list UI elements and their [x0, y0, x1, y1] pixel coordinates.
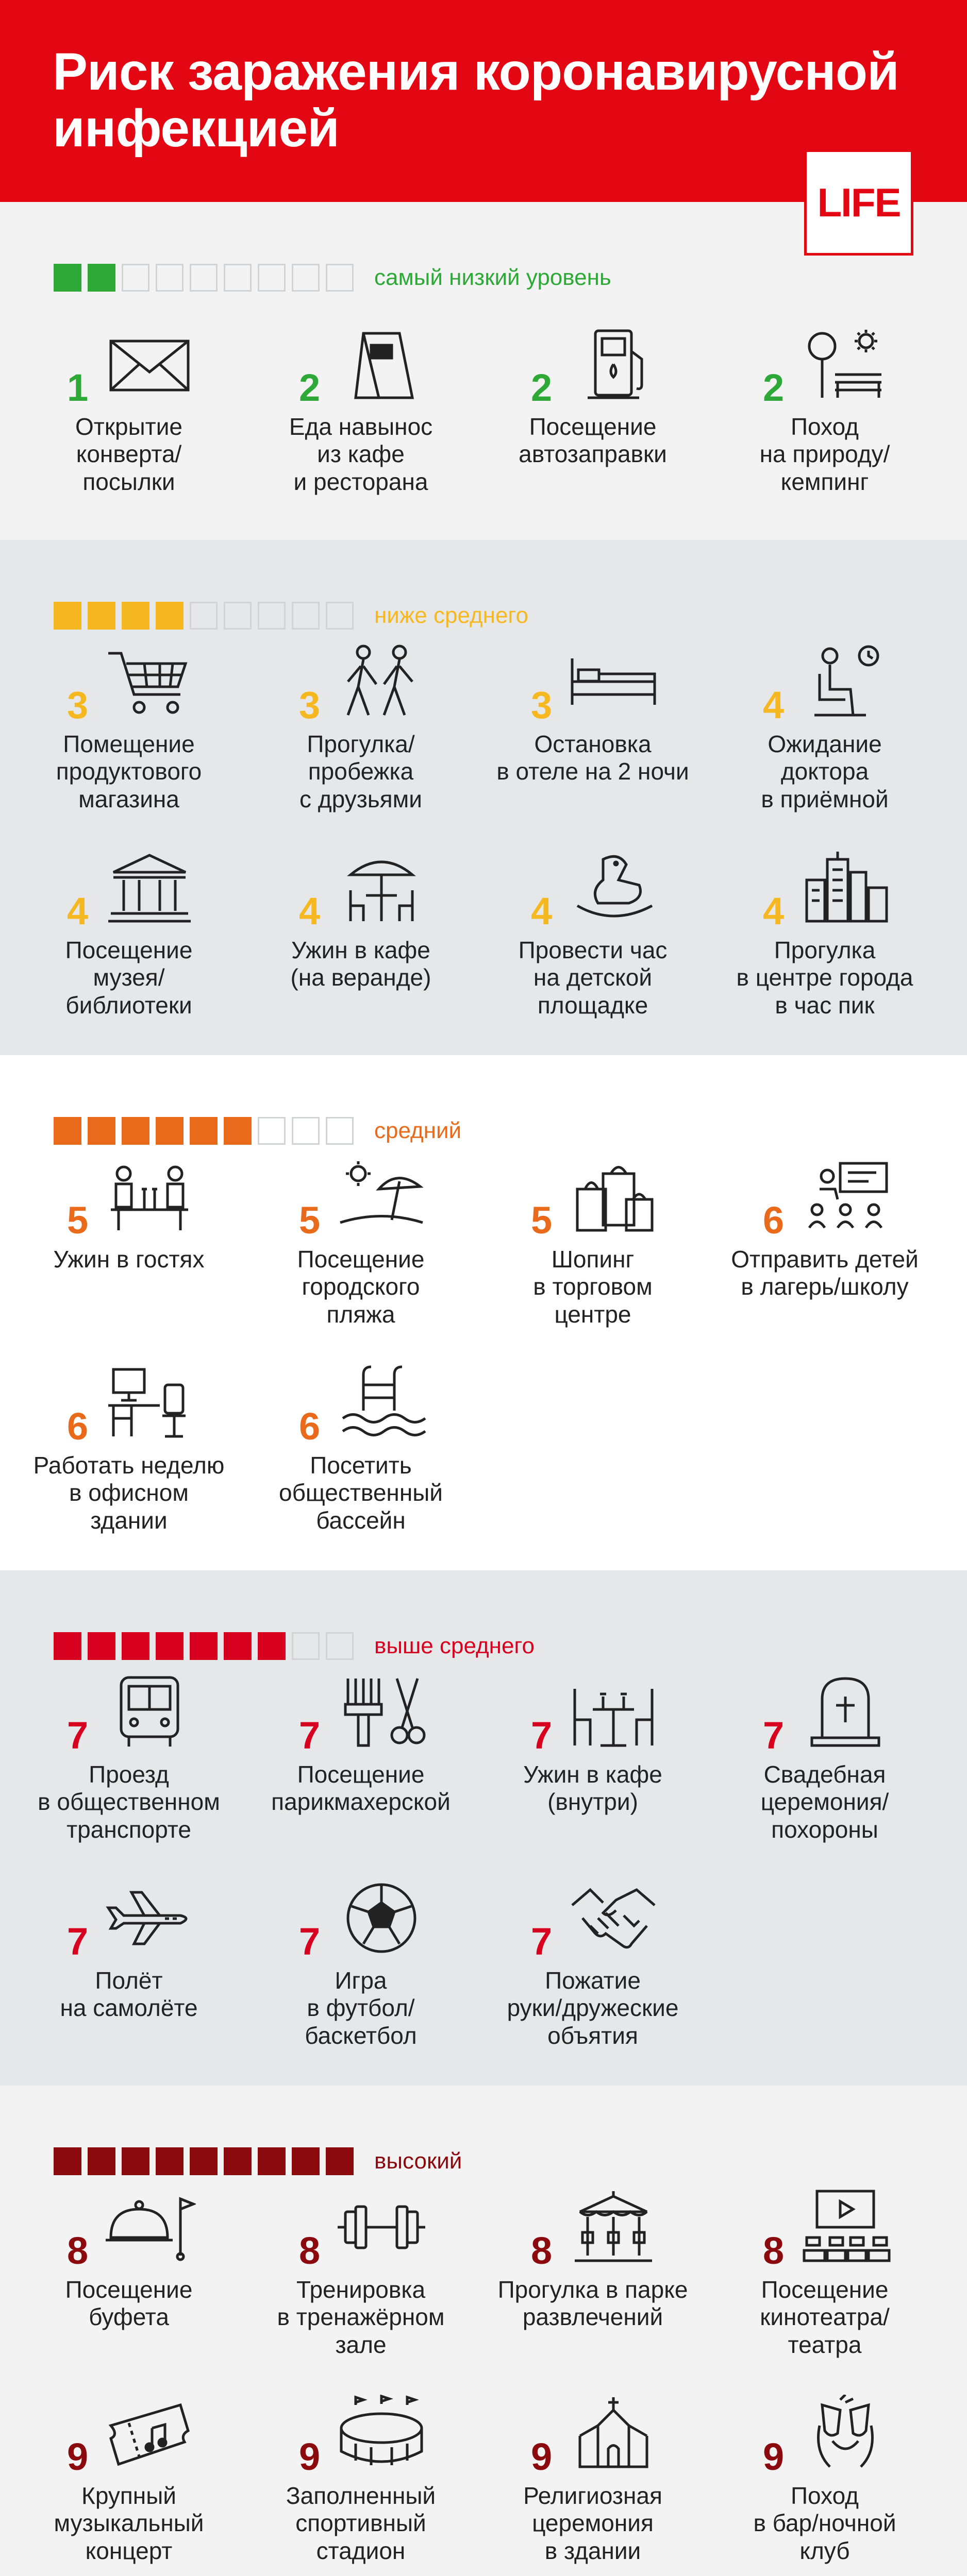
- classroom-icon: [799, 1158, 892, 1235]
- scale-square: [326, 602, 354, 630]
- risk-number: 7: [531, 1714, 553, 1757]
- activity-item: [479, 1158, 706, 1354]
- risk-number: 4: [531, 890, 553, 933]
- activity-item: [247, 1364, 474, 1560]
- activity-item: [479, 2189, 706, 2384]
- risk-number: 7: [67, 1920, 89, 1963]
- risk-number: 7: [67, 1714, 89, 1757]
- activity-label: Посещение автозаправки: [519, 413, 667, 468]
- dumbbell-icon: [335, 2189, 428, 2266]
- office-desk-icon: [103, 1364, 196, 1442]
- risk-number: 4: [763, 684, 785, 726]
- activity-item: [711, 2395, 938, 2576]
- risk-number: 9: [299, 2435, 321, 2478]
- activity-label: Помещение продуктового магазина: [56, 731, 202, 812]
- risk-number: 2: [299, 366, 321, 409]
- section-below-average: [0, 540, 967, 1055]
- scale-square: [54, 2147, 81, 2175]
- page-title: Риск заражения коронавирусной инфекцией: [53, 42, 899, 158]
- risk-number: 6: [763, 1199, 785, 1242]
- scale-square: [292, 264, 320, 292]
- risk-scale: [54, 1632, 535, 1660]
- risk-number: 5: [299, 1199, 321, 1242]
- park-bench-icon: [799, 326, 892, 403]
- scale-square: [258, 2147, 286, 2175]
- risk-number: 7: [299, 1714, 321, 1757]
- scale-square: [190, 2147, 218, 2175]
- level-label: ниже среднего: [374, 603, 528, 628]
- dinner-guests-icon: [103, 1158, 196, 1235]
- scale-square: [292, 2147, 320, 2175]
- scale-square: [224, 264, 252, 292]
- activity-item: [479, 643, 706, 839]
- risk-number: 2: [531, 366, 553, 409]
- scale-square: [190, 1117, 218, 1145]
- level-label: самый низкий уровень: [374, 265, 611, 290]
- activity-label: Свадебная церемония/ похороны: [760, 1761, 889, 1843]
- rocking-horse-icon: [567, 849, 660, 926]
- scale-square: [122, 264, 149, 292]
- scale-square: [88, 2147, 115, 2175]
- scale-square: [258, 602, 286, 630]
- soccer-ball-icon: [335, 1879, 428, 1957]
- scale-square: [258, 1117, 286, 1145]
- scale-square: [190, 1632, 218, 1660]
- activity-label: Остановка в отеле на 2 ночи: [496, 731, 689, 785]
- risk-number: 9: [67, 2435, 89, 2478]
- scale-square: [156, 1632, 184, 1660]
- indoor-cafe-icon: [567, 1673, 660, 1751]
- scale-square: [292, 1117, 320, 1145]
- activity-item: [15, 1879, 242, 2075]
- activity-item: [247, 1158, 474, 1354]
- scale-square: [326, 264, 354, 292]
- scale-square: [156, 264, 184, 292]
- activity-item: [15, 326, 242, 521]
- waiting-room-icon: [799, 643, 892, 720]
- risk-number: 7: [531, 1920, 553, 1963]
- stadium-icon: [335, 2395, 428, 2472]
- bus-icon: [103, 1673, 196, 1751]
- activity-item: [479, 1879, 706, 2075]
- scale-square: [326, 1632, 354, 1660]
- risk-number: 8: [531, 2229, 553, 2272]
- section-high: [0, 2086, 967, 2576]
- activity-label: Крупный музыкальный концерт: [54, 2482, 204, 2564]
- risk-number: 7: [299, 1920, 321, 1963]
- scale-square: [54, 602, 81, 630]
- scale-square: [224, 1632, 252, 1660]
- scale-square: [122, 1117, 149, 1145]
- activity-label: Тренировка в тренажёрном зале: [277, 2276, 445, 2358]
- activity-label: Пожатие руки/дружеские объятия: [507, 1967, 679, 2049]
- activity-label: Ужин в гостях: [53, 1246, 205, 1273]
- activity-label: Работать неделю в офисном здании: [33, 1452, 225, 1534]
- activity-label: Ужин в кафе (внутри): [523, 1761, 662, 1816]
- level-label: высокий: [374, 2148, 462, 2174]
- risk-number: 5: [67, 1199, 89, 1242]
- activity-label: Отправить детей в лагерь/школу: [731, 1246, 919, 1300]
- scale-square: [224, 2147, 252, 2175]
- activity-label: Посещение городского пляжа: [297, 1246, 425, 1328]
- scale-square: [156, 2147, 184, 2175]
- scale-square: [326, 1117, 354, 1145]
- walking-people-icon: [335, 643, 428, 720]
- risk-number: 5: [531, 1199, 553, 1242]
- beach-umbrella-icon: [335, 1158, 428, 1235]
- activity-item: [15, 2189, 242, 2384]
- activity-item: [247, 1879, 474, 2075]
- activity-item: [711, 849, 938, 1045]
- activity-label: Полёт на самолёте: [60, 1967, 198, 2022]
- comb-scissors-icon: [335, 1673, 428, 1751]
- activity-label: Посещение буфета: [65, 2276, 193, 2331]
- scale-square: [326, 2147, 354, 2175]
- scale-square: [258, 264, 286, 292]
- city-buildings-icon: [799, 849, 892, 926]
- risk-number: 4: [67, 890, 89, 933]
- scale-square: [122, 2147, 149, 2175]
- activity-label: Поход в бар/ночной клуб: [753, 2482, 896, 2564]
- carousel-icon: [567, 2189, 660, 2266]
- activity-item: [247, 643, 474, 839]
- risk-scale: [54, 602, 528, 630]
- activity-item: [711, 2189, 938, 2384]
- bed-icon: [567, 643, 660, 720]
- activity-item: [247, 849, 474, 1045]
- takeaway-bag-icon: [335, 326, 428, 403]
- fuel-pump-icon: [567, 326, 660, 403]
- level-label: средний: [374, 1118, 462, 1143]
- cinema-icon: [799, 2189, 892, 2266]
- gravestone-icon: [799, 1673, 892, 1751]
- scale-square: [54, 264, 81, 292]
- risk-number: 8: [67, 2229, 89, 2272]
- activity-item: [15, 2395, 242, 2576]
- scale-square: [122, 602, 149, 630]
- section-average: [0, 1055, 967, 1570]
- scale-square: [88, 1632, 115, 1660]
- activity-label: Посещение музея/ библиотеки: [65, 937, 193, 1019]
- pool-ladder-icon: [335, 1364, 428, 1442]
- risk-number: 8: [299, 2229, 321, 2272]
- activity-label: Религиозная церемония в здании: [523, 2482, 662, 2564]
- activity-label: Заполненный спортивный стадион: [286, 2482, 436, 2564]
- risk-number: 3: [531, 684, 553, 726]
- scale-square: [88, 602, 115, 630]
- activity-label: Проезд в общественном транспорте: [38, 1761, 220, 1843]
- activity-label: Игра в футбол/ баскетбол: [305, 1967, 417, 2049]
- shopping-bags-icon: [567, 1158, 660, 1235]
- activity-item: [15, 849, 242, 1045]
- risk-number: 6: [67, 1405, 89, 1448]
- risk-scale: [54, 2147, 462, 2175]
- risk-number: 7: [763, 1714, 785, 1757]
- shopping-cart-icon: [103, 643, 196, 720]
- activity-item: [15, 1673, 242, 1869]
- airplane-icon: [103, 1879, 196, 1957]
- activity-item: [479, 326, 706, 521]
- risk-number: 3: [299, 684, 321, 726]
- activity-item: [247, 326, 474, 521]
- concert-ticket-icon: [103, 2395, 196, 2472]
- risk-number: 2: [763, 366, 785, 409]
- museum-icon: [103, 849, 196, 926]
- scale-square: [224, 602, 252, 630]
- activity-item: [711, 643, 938, 839]
- activity-label: Еда навынос из кафе и ресторана: [289, 413, 433, 495]
- activity-label: Посещение кинотеатра/ театра: [760, 2276, 890, 2358]
- risk-scale: [54, 264, 611, 292]
- activity-label: Поход на природу/ кемпинг: [759, 413, 890, 495]
- activity-item: [15, 1364, 242, 1560]
- activity-label: Посетить общественный бассейн: [279, 1452, 443, 1534]
- risk-number: 3: [67, 684, 89, 726]
- activity-item: [711, 1673, 938, 1869]
- scale-square: [292, 602, 320, 630]
- scale-square: [122, 1632, 149, 1660]
- level-label: выше среднего: [374, 1633, 535, 1658]
- risk-number: 4: [763, 890, 785, 933]
- activity-item: [15, 643, 242, 839]
- scale-square: [258, 1632, 286, 1660]
- activity-label: Прогулка в парке развлечений: [497, 2276, 688, 2331]
- risk-number: 9: [531, 2435, 553, 2478]
- cafe-umbrella-icon: [335, 849, 428, 926]
- activity-label: Открытие конверта/ посылки: [75, 413, 182, 495]
- activity-item: [479, 849, 706, 1045]
- handshake-icon: [567, 1879, 660, 1957]
- activity-item: [247, 1673, 474, 1869]
- risk-number: 6: [299, 1405, 321, 1448]
- activity-item: [711, 1158, 938, 1354]
- scale-square: [190, 264, 218, 292]
- activity-item: [247, 2189, 474, 2384]
- activity-label: Шопинг в торговом центре: [533, 1246, 653, 1328]
- risk-number: 1: [67, 366, 89, 409]
- scale-square: [292, 1632, 320, 1660]
- activity-label: Ожидание доктора в приёмной: [761, 731, 889, 812]
- activity-label: Прогулка/ пробежка с друзьями: [299, 731, 422, 812]
- life-logo: LIFE: [804, 149, 913, 256]
- activity-item: [479, 1673, 706, 1869]
- buffet-cloche-icon: [103, 2189, 196, 2266]
- activity-item: [479, 2395, 706, 2576]
- scale-square: [156, 602, 184, 630]
- activity-item: [15, 1158, 242, 1354]
- risk-number: 9: [763, 2435, 785, 2478]
- section-above-average: [0, 1570, 967, 2086]
- scale-square: [190, 602, 218, 630]
- activity-label: Ужин в кафе (на веранде): [290, 937, 431, 991]
- scale-square: [88, 264, 115, 292]
- bar-toast-icon: [799, 2395, 892, 2472]
- risk-scale: [54, 1117, 461, 1145]
- activity-label: Прогулка в центре города в час пик: [736, 937, 913, 1019]
- activity-label: Посещение парикмахерской: [271, 1761, 451, 1816]
- scale-square: [156, 1117, 184, 1145]
- scale-square: [54, 1632, 81, 1660]
- activity-item: [247, 2395, 474, 2576]
- church-icon: [567, 2395, 660, 2472]
- envelope-icon: [103, 326, 196, 403]
- risk-number: 8: [763, 2229, 785, 2272]
- scale-square: [88, 1117, 115, 1145]
- scale-square: [224, 1117, 252, 1145]
- activity-item: [711, 326, 938, 521]
- risk-number: 4: [299, 890, 321, 933]
- activity-label: Провести час на детской площадке: [518, 937, 668, 1019]
- scale-square: [54, 1117, 81, 1145]
